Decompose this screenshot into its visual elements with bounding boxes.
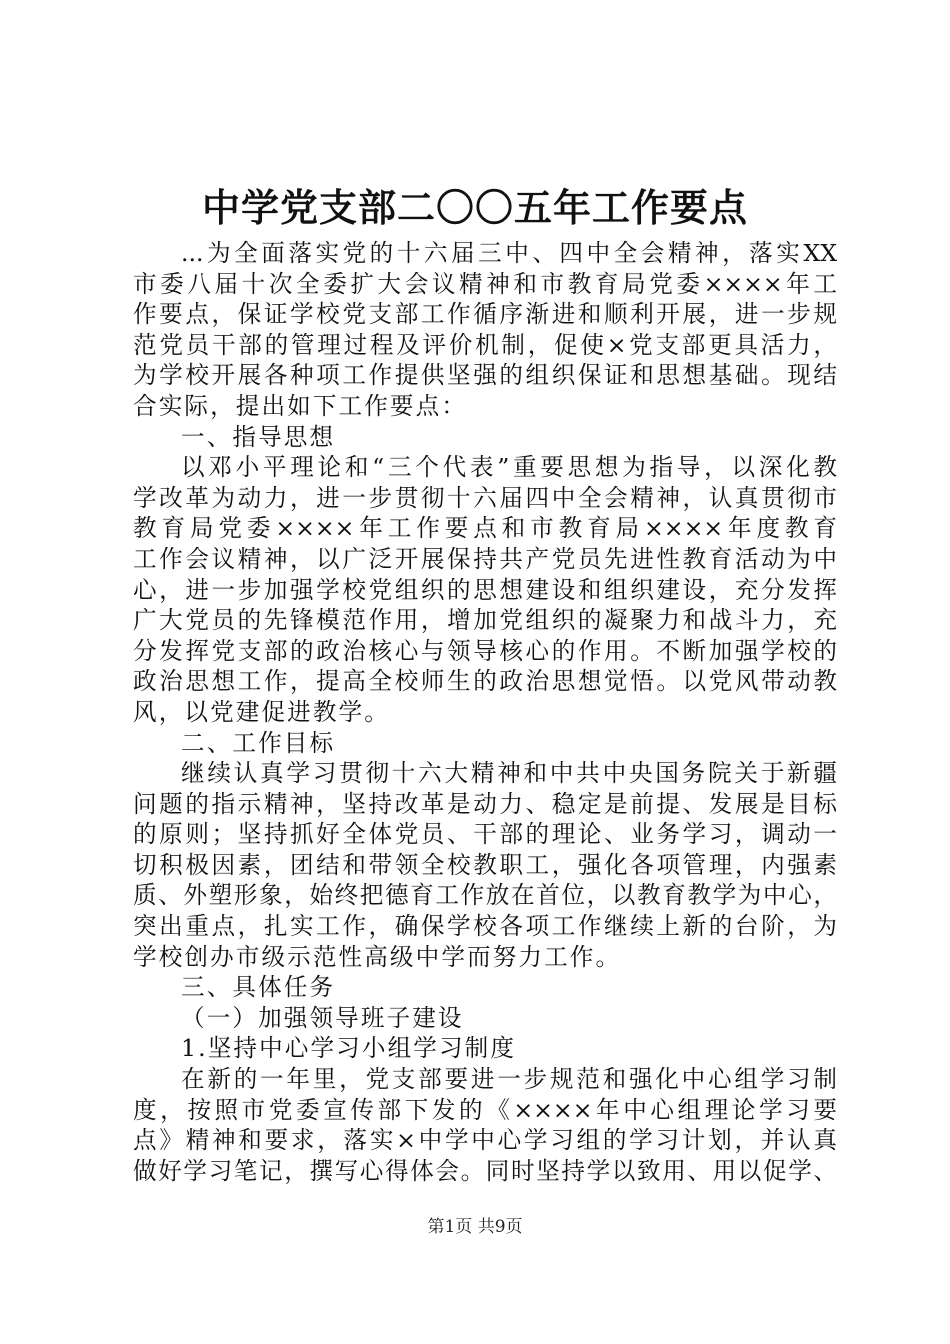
body-line: 政治思想工作，提高全校师生的政治思想觉悟。以党风带动教 bbox=[133, 667, 837, 696]
body-line: 突出重点，扎实工作，确保学校各项工作继续上新的台阶，为 bbox=[133, 912, 837, 941]
body-line: 广大党员的先锋模范作用，增加党组织的凝聚力和战斗力，充 bbox=[133, 606, 837, 635]
body-line: 一、指导思想 bbox=[181, 422, 336, 451]
body-line: 合实际，提出如下工作要点： bbox=[133, 391, 468, 420]
body-line: 质、外塑形象，始终把德育工作放在首位，以教育教学为中心， bbox=[133, 881, 837, 910]
body-line: 心，进一步加强学校党组织的思想建设和组织建设，充分发挥 bbox=[133, 575, 837, 604]
body-line: 教育局党委××××年工作要点和市教育局××××年度教育 bbox=[133, 514, 837, 543]
document-title: 中学党支部二〇〇五年工作要点 bbox=[201, 185, 748, 230]
body-line: （一）加强领导班子建设 bbox=[181, 1003, 464, 1032]
body-line: 二、工作目标 bbox=[181, 728, 336, 757]
body-line: 问题的指示精神，坚持改革是动力、稳定是前提、发展是目标 bbox=[133, 789, 837, 818]
body-line: 为学校开展各种项工作提供坚强的组织保证和思想基础。现结 bbox=[133, 361, 837, 390]
body-line: 的原则；坚持抓好全体党员、干部的理论、业务学习，调动一 bbox=[133, 820, 837, 849]
body-line: 学校创办市级示范性高级中学而努力工作。 bbox=[133, 942, 622, 971]
body-line: 以邓小平理论和“三个代表”重要思想为指导，以深化教 bbox=[181, 453, 837, 482]
body-line: 市委八届十次全委扩大会议精神和市教育局党委××××年工 bbox=[133, 269, 837, 298]
body-line: 切积极因素，团结和带领全校教职工，强化各项管理，内强素 bbox=[133, 850, 837, 879]
body-line: 作要点，保证学校党支部工作循序渐进和顺利开展，进一步规 bbox=[133, 300, 837, 329]
page-footer: 第1页 共9页 bbox=[427, 1217, 523, 1237]
body-line: 在新的一年里，党支部要进一步规范和强化中心组学习制 bbox=[181, 1065, 837, 1094]
body-line: 1.坚持中心学习小组学习制度 bbox=[181, 1034, 517, 1063]
body-line: ...为全面落实党的十六届三中、四中全会精神，落实XX bbox=[181, 239, 837, 267]
body-line: 继续认真学习贯彻十六大精神和中共中央国务院关于新疆 bbox=[181, 759, 837, 788]
body-line: 工作会议精神，以广泛开展保持共产党员先进性教育活动为中 bbox=[133, 544, 837, 573]
body-line: 三、具体任务 bbox=[181, 973, 336, 1002]
body-line: 风，以党建促进教学。 bbox=[133, 697, 390, 726]
body-line: 做好学习笔记，撰写心得体会。同时坚持学以致用、用以促学、 bbox=[133, 1156, 837, 1185]
body-line: 度，按照市党委宣传部下发的《××××年中心组理论学习要 bbox=[133, 1095, 837, 1124]
body-line: 分发挥党支部的政治核心与领导核心的作用。不断加强学校的 bbox=[133, 636, 837, 665]
body-line: 学改革为动力，进一步贯彻十六届四中全会精神，认真贯彻市 bbox=[133, 483, 837, 512]
document-body bbox=[133, 238, 837, 1186]
body-line: 范党员干部的管理过程及评价机制，促使×党支部更具活力， bbox=[133, 330, 837, 359]
body-line: 点》精神和要求，落实×中学中心学习组的学习计划，并认真 bbox=[133, 1126, 837, 1155]
